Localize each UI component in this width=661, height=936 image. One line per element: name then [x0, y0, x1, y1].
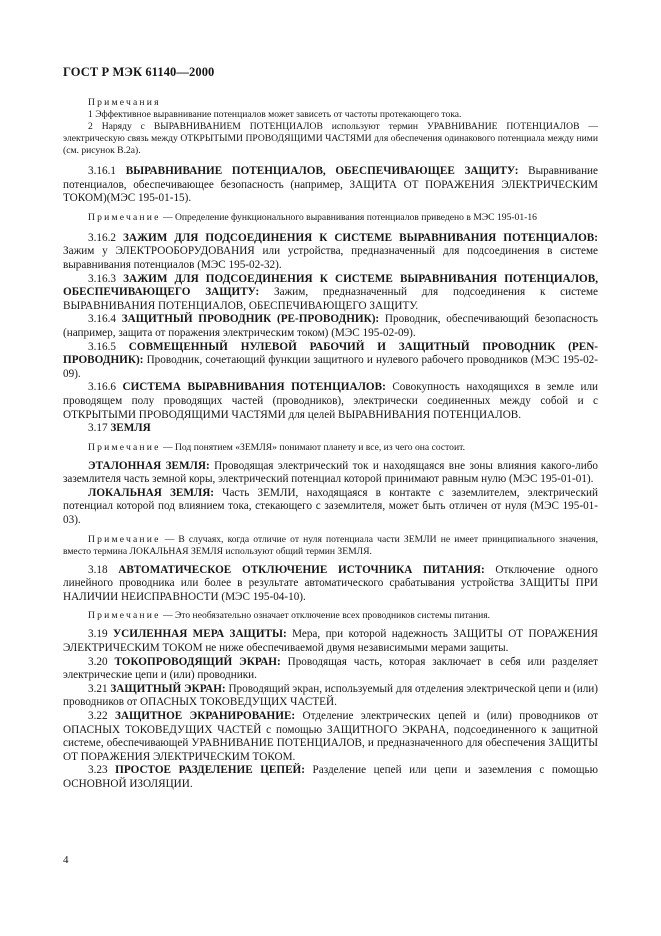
definition-etalon-earth: ЭТАЛОННАЯ ЗЕМЛЯ: Проводящая электрический ток и находящаяся вне зоны влияния какого-либо заземлителя часть земной коры, электрический потенциал которой принимают равным нулю (МЭС 195-01-01).	[63, 459, 598, 486]
definition-3-17: 3.17 ЗЕМЛЯ	[88, 422, 151, 435]
document-body	[63, 97, 598, 792]
definition-3-23: 3.23 ПРОСТОЕ РАЗДЕЛЕНИЕ ЦЕПЕЙ: Разделение цепей или цепи и заземления с помощью ОСНОВНОЙ ИЗОЛЯЦИИ.	[63, 764, 598, 790]
definition-3-16-4: 3.16.4 ЗАЩИТНЫЙ ПРОВОДНИК (РЕ-ПРОВОДНИК): Проводник, обеспечивающий безопасность (например, защита от поражения электрическим током) (МЭС 195-02-09).	[63, 313, 599, 339]
definition-local-earth: ЛОКАЛЬНАЯ ЗЕМЛЯ: Часть ЗЕМЛИ, находящаяся в контакте с заземлителем, электрический потенциал которой под влиянием тока, стекающего с заземлителя, может быть отличен от нуля (МЭС 195-01-03).	[63, 486, 599, 527]
definition-3-16-6: 3.16.6 СИСТЕМА ВЫРАВНИВАНИЯ ПОТЕНЦИАЛОВ: Совокупность находящихся в земле или проводящем полу проводящих частей (проводников), электрически соединенных между собой и с ОТКРЫТЫМИ ПРОВОДЯЩИМИ ЧАСТЯМИ для целей ВЫРАВНИВАНИЯ ПОТЕНЦИАЛОВ.	[63, 381, 599, 421]
note-1: 1 Эффективное выравнивание потенциалов может зависеть от частоты протекающего тока.	[88, 109, 462, 120]
note-2: 2 Наряду с ВЫРАВНИВАНИЕМ ПОТЕНЦИАЛОВ используют термин УРАВНИВАНИЕ ПОТЕНЦИАЛОВ — электрическую связь между ОТКРЫТЫМИ ПРОВОДЯЩИМИ ЧАСТЯМИ для обеспечения одинакового потенциала между ними (см. рисунок В.2а).	[63, 121, 598, 156]
definition-3-18: 3.18 АВТОМАТИЧЕСКОЕ ОТКЛЮЧЕНИЕ ИСТОЧНИКА ПИТАНИЯ: Отключение одного линейного проводника или более в результате автоматического срабатывания устройства ЗАЩИТЫ ПРИ НАЛИЧИИ НЕИСПРАВНОСТИ (МЭС 195-04-10).	[63, 563, 599, 603]
definition-3-19: 3.19 УСИЛЕННАЯ МЕРА ЗАЩИТЫ: Мера, при которой надежность ЗАЩИТЫ ОТ ПОРАЖЕНИЯ ЭЛЕКТРИЧЕСКИМ ТОКОМ не ниже обеспечиваемой двумя независимыми мерами защиты.	[63, 628, 599, 655]
definition-3-21: 3.21 ЗАЩИТНЫЙ ЭКРАН: Проводящий экран, используемый для отделения электрической цепи и (или) проводников от ОПАСНЫХ ТОКОВЕДУЩИХ ЧАСТЕЙ.	[63, 682, 599, 709]
document-header: ГОСТ Р МЭК 61140—2000	[63, 65, 215, 79]
definition-3-16-2: 3.16.2 ЗАЖИМ ДЛЯ ПОДСОЕДИНЕНИЯ К СИСТЕМЕ ВЫРАВНИВАНИЯ ПОТЕНЦИАЛОВ: Зажим у ЭЛЕКТРООБОРУДОВАНИЯ или устройства, предназначенный для подсоединения в системе выравнивания потенциалов (МЭС 195-02-32).	[63, 231, 598, 271]
definition-3-16-3: 3.16.3 ЗАЖИМ ДЛЯ ПОДСОЕДИНЕНИЯ К СИСТЕМЕ ВЫРАВНИВАНИЯ ПОТЕНЦИАЛОВ, ОБЕСПЕЧИВАЮЩЕГО ЗАЩИТУ: Зажим, предназначенный для подсоединения к системе ВЫРАВНИВАНИЯ ПОТЕНЦИАЛОВ, ОБЕСПЕЧИВАЮЩЕГО ЗАЩИТУ.	[63, 272, 599, 312]
definition-3-22: 3.22 ЗАЩИТНОЕ ЭКРАНИРОВАНИЕ: Отделение электрических цепей и (или) проводников от ОПАСНЫХ ТОКОВЕДУЩИХ ЧАСТЕЙ с помощью ЗАЩИТНОГО ЭКРАНА, подсоединенного к защитной системе, обеспечивающей УРАВНИВАНИЕ ПОТЕНЦИАЛОВ, и предназначенного для обеспечения ЗАЩИТЫ ОТ ПОРАЖЕНИЯ ЭЛЕКТРИЧЕСКИМ ТОКОМ.	[63, 710, 598, 763]
notes-title: Примечания	[88, 97, 161, 108]
note-local-earth: Примечание — В случаях, когда отличие от нуля потенциала части ЗЕМЛИ не имеет принципиального значения, вместо термина ЛОКАЛЬНАЯ ЗЕМЛЯ используют общий термин ЗЕМЛЯ.	[63, 533, 598, 557]
page-number: 4	[63, 854, 69, 866]
note-3-16-1: Примечание — Определение функционального выравнивания потенциалов приведено в МЭС 195-01-16	[88, 211, 537, 223]
definition-3-20: 3.20 ТОКОПРОВОДЯЩИЙ ЭКРАН: Проводящая часть, которая заключает в себя или разделяет электрические цепи и (или) проводники.	[63, 655, 598, 682]
definition-3-16-1: 3.16.1 ВЫРАВНИВАНИЕ ПОТЕНЦИАЛОВ, ОБЕСПЕЧИВАЮЩЕЕ ЗАЩИТУ: Выравнивание потенциалов, обеспечивающее безопасность (например, ЗАЩИТА ОТ ПОРАЖЕНИЯ ЭЛЕКТРИЧЕСКИМ ТОКОМ)(МЭС 195-01-15).	[63, 165, 599, 205]
note-3-18: Примечание — Это необязательно означает отключение всех проводников системы питания.	[88, 610, 491, 622]
definition-3-16-5: 3.16.5 СОВМЕЩЕННЫЙ НУЛЕВОЙ РАБОЧИЙ И ЗАЩИТНЫЙ ПРОВОДНИК (PEN-ПРОВОДНИК): Проводник, сочетающий функции защитного и нулевого рабочего проводников (МЭС 195-02-09).	[63, 340, 598, 380]
note-3-17: Примечание — Под понятием «ЗЕМЛЯ» понимают планету и все, из чего она состоит.	[88, 441, 465, 453]
